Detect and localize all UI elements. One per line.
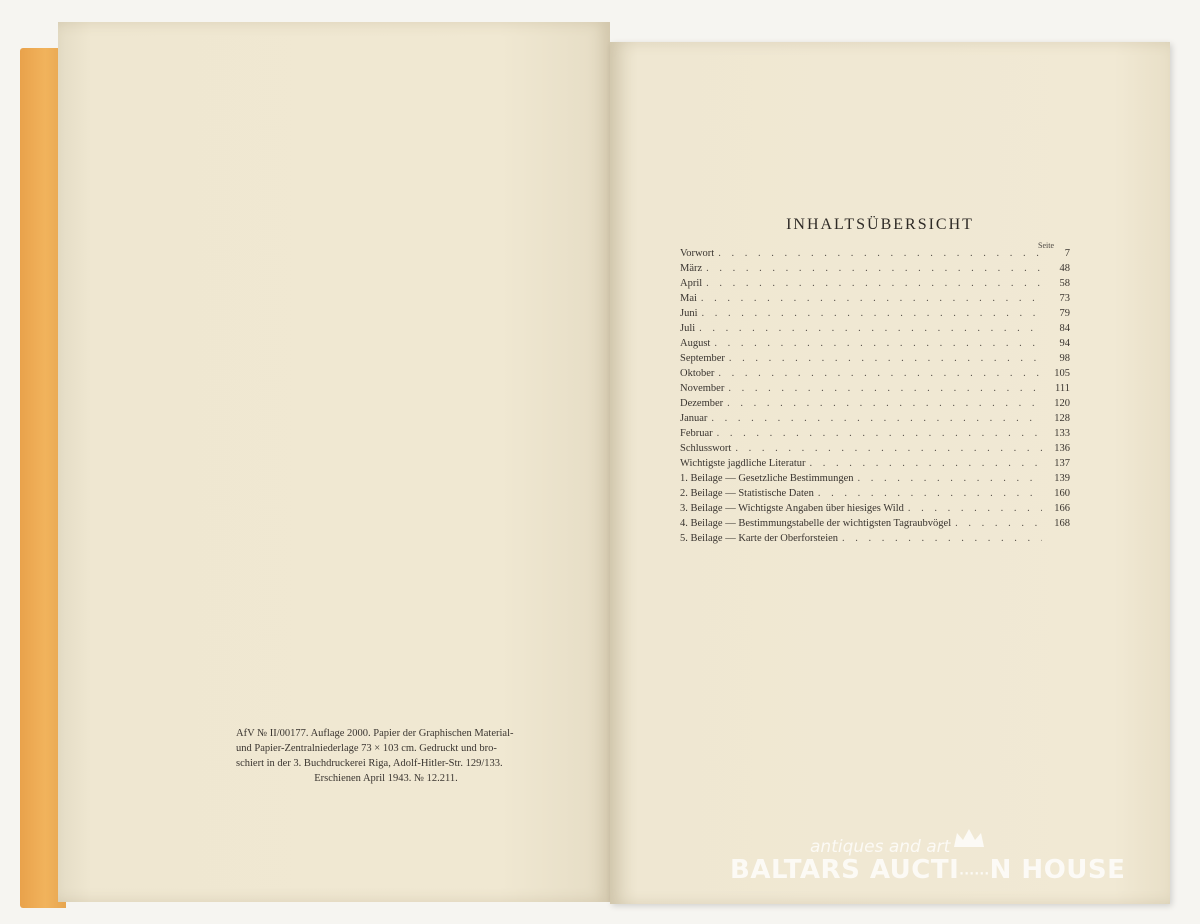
toc-leader-dots <box>702 306 1042 321</box>
toc-leader-dots <box>718 366 1042 381</box>
imprint-line: Erschienen April 1943. № 12.211. <box>314 773 458 784</box>
imprint-line: schiert in der 3. Buchdruckerei Riga, Adolf-Hitler-Str. 129/133. <box>236 758 503 769</box>
toc-entry <box>680 501 1070 516</box>
toc-leader-dots <box>729 351 1042 366</box>
toc-entry-label: Wichtigste jagdliche Literatur <box>680 458 806 469</box>
toc-entry <box>680 351 1070 366</box>
toc-entry-label: Juli <box>680 323 696 334</box>
toc-entry-page: 160 <box>1054 488 1070 499</box>
toc-entry-page: 168 <box>1054 518 1070 529</box>
toc-entry-label: November <box>680 383 725 394</box>
toc-entry-label: 5. Beilage — Karte der Oberforsteien <box>680 533 839 544</box>
toc-leader-dots <box>711 411 1042 426</box>
toc-entry <box>680 456 1070 471</box>
toc-entry-page: 128 <box>1054 413 1070 424</box>
toc-leader-dots <box>955 516 1042 531</box>
toc-entry-page: 137 <box>1054 458 1070 469</box>
toc-entry <box>680 291 1070 306</box>
watermark-name-end: N HOUSE <box>989 855 1126 885</box>
toc-entry <box>680 471 1070 486</box>
toc-entry-page: 48 <box>1059 263 1070 274</box>
toc-entry-label: Mai <box>680 293 697 304</box>
table-of-contents <box>680 246 1070 546</box>
toc-entry <box>680 381 1070 396</box>
toc-entry-page: 94 <box>1059 338 1070 349</box>
toc-leader-dots <box>858 471 1043 486</box>
toc-entry-label: 3. Beilage — Wichtigste Angaben über hiesiges Wild <box>680 503 904 514</box>
toc-entry-label: März <box>680 263 703 274</box>
toc-leader-dots <box>728 381 1042 396</box>
toc-entry <box>680 486 1070 501</box>
toc-entry <box>680 246 1070 261</box>
imprint-line: und Papier-Zentralniederlage 73 × 103 cm. Gedruckt und bro- <box>236 743 497 754</box>
toc-entry-label: Dezember <box>680 398 724 409</box>
imprint-line: AfV № II/00177. Auflage 2000. Papier der Graphischen Material- <box>236 728 514 739</box>
auction-watermark <box>730 835 1130 895</box>
watermark-name <box>730 855 1125 885</box>
toc-entry-label: September <box>680 353 725 364</box>
toc-entry-label: Schlusswort <box>680 443 732 454</box>
toc-entry <box>680 366 1070 381</box>
toc-entry-page: 98 <box>1059 353 1070 364</box>
toc-entry-page: 7 <box>1064 248 1070 259</box>
toc-leader-dots <box>810 456 1042 471</box>
toc-leader-dots <box>842 531 1042 546</box>
toc-entry-page: 120 <box>1054 398 1070 409</box>
toc-entry-label: Februar <box>680 428 713 439</box>
toc-leader-dots <box>818 486 1042 501</box>
toc-entry-label: 2. Beilage — Statistische Daten <box>680 488 814 499</box>
toc-entry-page: 84 <box>1059 323 1070 334</box>
toc-entry-label: Oktober <box>680 368 715 379</box>
toc-leader-dots <box>699 321 1042 336</box>
toc-entry <box>680 261 1070 276</box>
toc-entry-label: August <box>680 338 711 349</box>
toc-entry <box>680 441 1070 456</box>
toc-leader-dots <box>908 501 1042 516</box>
watermark-name-start: BALTARS AUCTI <box>730 855 960 885</box>
toc-entry-page: 166 <box>1054 503 1070 514</box>
toc-entry-page: 133 <box>1054 428 1070 439</box>
toc-entry-label: Vorwort <box>680 248 715 259</box>
toc-leader-dots <box>706 276 1042 291</box>
toc-entry-page: 105 <box>1054 368 1070 379</box>
toc-entry-label: 1. Beilage — Gesetzliche Bestimmungen <box>680 473 854 484</box>
toc-leader-dots <box>701 291 1042 306</box>
toc-leader-dots <box>706 261 1042 276</box>
toc-entry <box>680 276 1070 291</box>
imprint-text <box>236 726 536 786</box>
toc-leader-dots <box>735 441 1042 456</box>
toc-leader-dots <box>727 396 1042 411</box>
watermark-name-dots: ...... <box>959 863 990 878</box>
toc-leader-dots <box>718 246 1042 261</box>
toc-leader-dots <box>714 336 1042 351</box>
crown-icon <box>952 827 986 849</box>
toc-entry-label: 4. Beilage — Bestimmungstabelle der wichtigsten Tagraubvögel <box>680 518 952 529</box>
toc-entry-page: 58 <box>1059 278 1070 289</box>
toc-entry <box>680 336 1070 351</box>
toc-entry <box>680 411 1070 426</box>
toc-entry <box>680 531 1070 546</box>
watermark-tagline: antiques and art <box>810 837 951 857</box>
toc-entry-page: 139 <box>1054 473 1070 484</box>
toc-title: INHALTSÜBERSICHT <box>786 216 974 233</box>
toc-entry-page: 111 <box>1055 383 1070 394</box>
toc-entry <box>680 426 1070 441</box>
toc-entry-page: 79 <box>1059 308 1070 319</box>
toc-entry-label: Januar <box>680 413 708 424</box>
toc-entry <box>680 306 1070 321</box>
toc-entry <box>680 516 1070 531</box>
toc-entry <box>680 321 1070 336</box>
toc-entry-page: 136 <box>1054 443 1070 454</box>
toc-entry-page: 73 <box>1059 293 1070 304</box>
toc-leader-dots <box>717 426 1042 441</box>
toc-entry-label: Juni <box>680 308 698 319</box>
toc-page-header: Seite <box>1038 241 1054 250</box>
toc-entry-label: April <box>680 278 703 289</box>
toc-entry <box>680 396 1070 411</box>
